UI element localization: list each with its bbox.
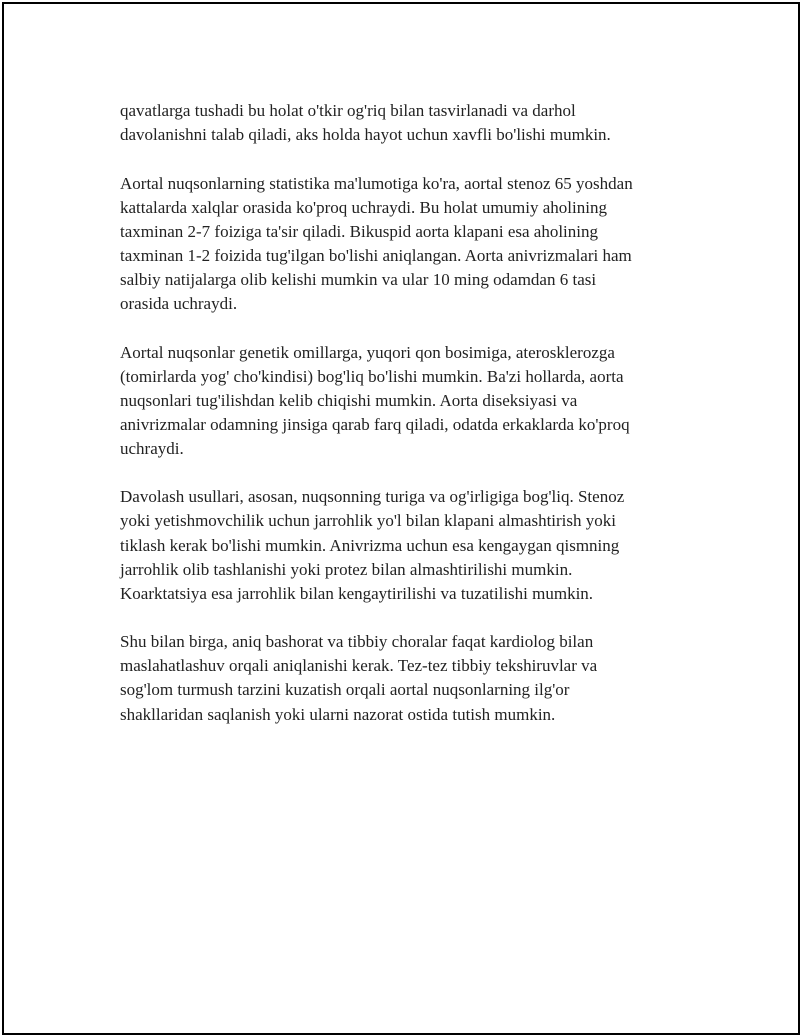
document-body [120,99,695,751]
text-line: uchraydi. [120,438,184,458]
paragraph-1 [120,99,695,147]
text-line: qavatlarga tushadi bu holat o'tkir og'riq bilan tasvirlanadi va darhol [120,101,576,120]
document-page [2,2,800,1035]
text-line: taxminan 1-2 foizida tug'ilgan bo'lishi aniqlangan. Aorta anivrizmalari ham [120,245,632,265]
paragraph-3 [120,341,695,461]
text-line: Koarktatsiya esa jarrohlik bilan kengaytirilishi va tuzatilishi mumkin. [120,583,594,603]
text-line: nuqsonlari tug'ilishdan kelib chiqishi mumkin. Aorta diseksiyasi va [120,390,578,410]
paragraph-5 [120,630,695,726]
text-line: taxminan 2-7 foiziga ta'sir qiladi. Bikuspid aorta klapani esa aholining [120,221,599,241]
text-line: yoki yetishmovchilik uchun jarrohlik yo'l bilan klapani almashtirish yoki [120,511,616,531]
text-line: davolanishni talab qiladi, aks holda hayot uchun xavfli bo'lishi mumkin. [120,125,611,145]
paragraph-2 [120,172,695,317]
text-line: Shu bilan birga, aniq bashorat va tibbiy choralar faqat kardiolog bilan [120,632,594,652]
text-line: kattalarda xalqlar orasida ko'proq uchraydi. Bu holat umumiy aholining [120,197,607,217]
text-line: tiklash kerak bo'lishi mumkin. Anivrizma uchun esa kengaygan qismning [120,535,620,555]
paragraph-4 [120,485,695,605]
text-line: shakllaridan saqlanish yoki ularni nazorat ostida tutish mumkin. [120,704,556,724]
text-line: jarrohlik olib tashlanishi yoki protez bilan almashtirilishi mumkin. [120,559,573,579]
text-line: maslahatlashuv orqali aniqlanishi kerak. Tez-tez tibbiy tekshiruvlar va [120,656,598,676]
text-line: (tomirlarda yog' cho'kindisi) bog'liq bo'lishi mumkin. Ba'zi hollarda, aorta [120,366,624,386]
text-line: orasida uchraydi. [120,294,238,314]
text-line: anivrizmalar odamning jinsiga qarab farq qiladi, odatda erkaklarda ko'proq [120,414,630,434]
text-line: sog'lom turmush tarzini kuzatish orqali aortal nuqsonlarning ilg'or [120,680,570,700]
text-line: Aortal nuqsonlarning statistika ma'lumotiga ko'ra, aortal stenoz 65 yoshdan [120,173,633,193]
text-line: Aortal nuqsonlar genetik omillarga, yuqori qon bosimiga, aterosklerozga [120,342,615,362]
text-line: Davolash usullari, asosan, nuqsonning turiga va og'irligiga bog'liq. Stenoz [120,487,625,507]
text-line: salbiy natijalarga olib kelishi mumkin va ular 10 ming odamdan 6 tasi [120,269,597,289]
